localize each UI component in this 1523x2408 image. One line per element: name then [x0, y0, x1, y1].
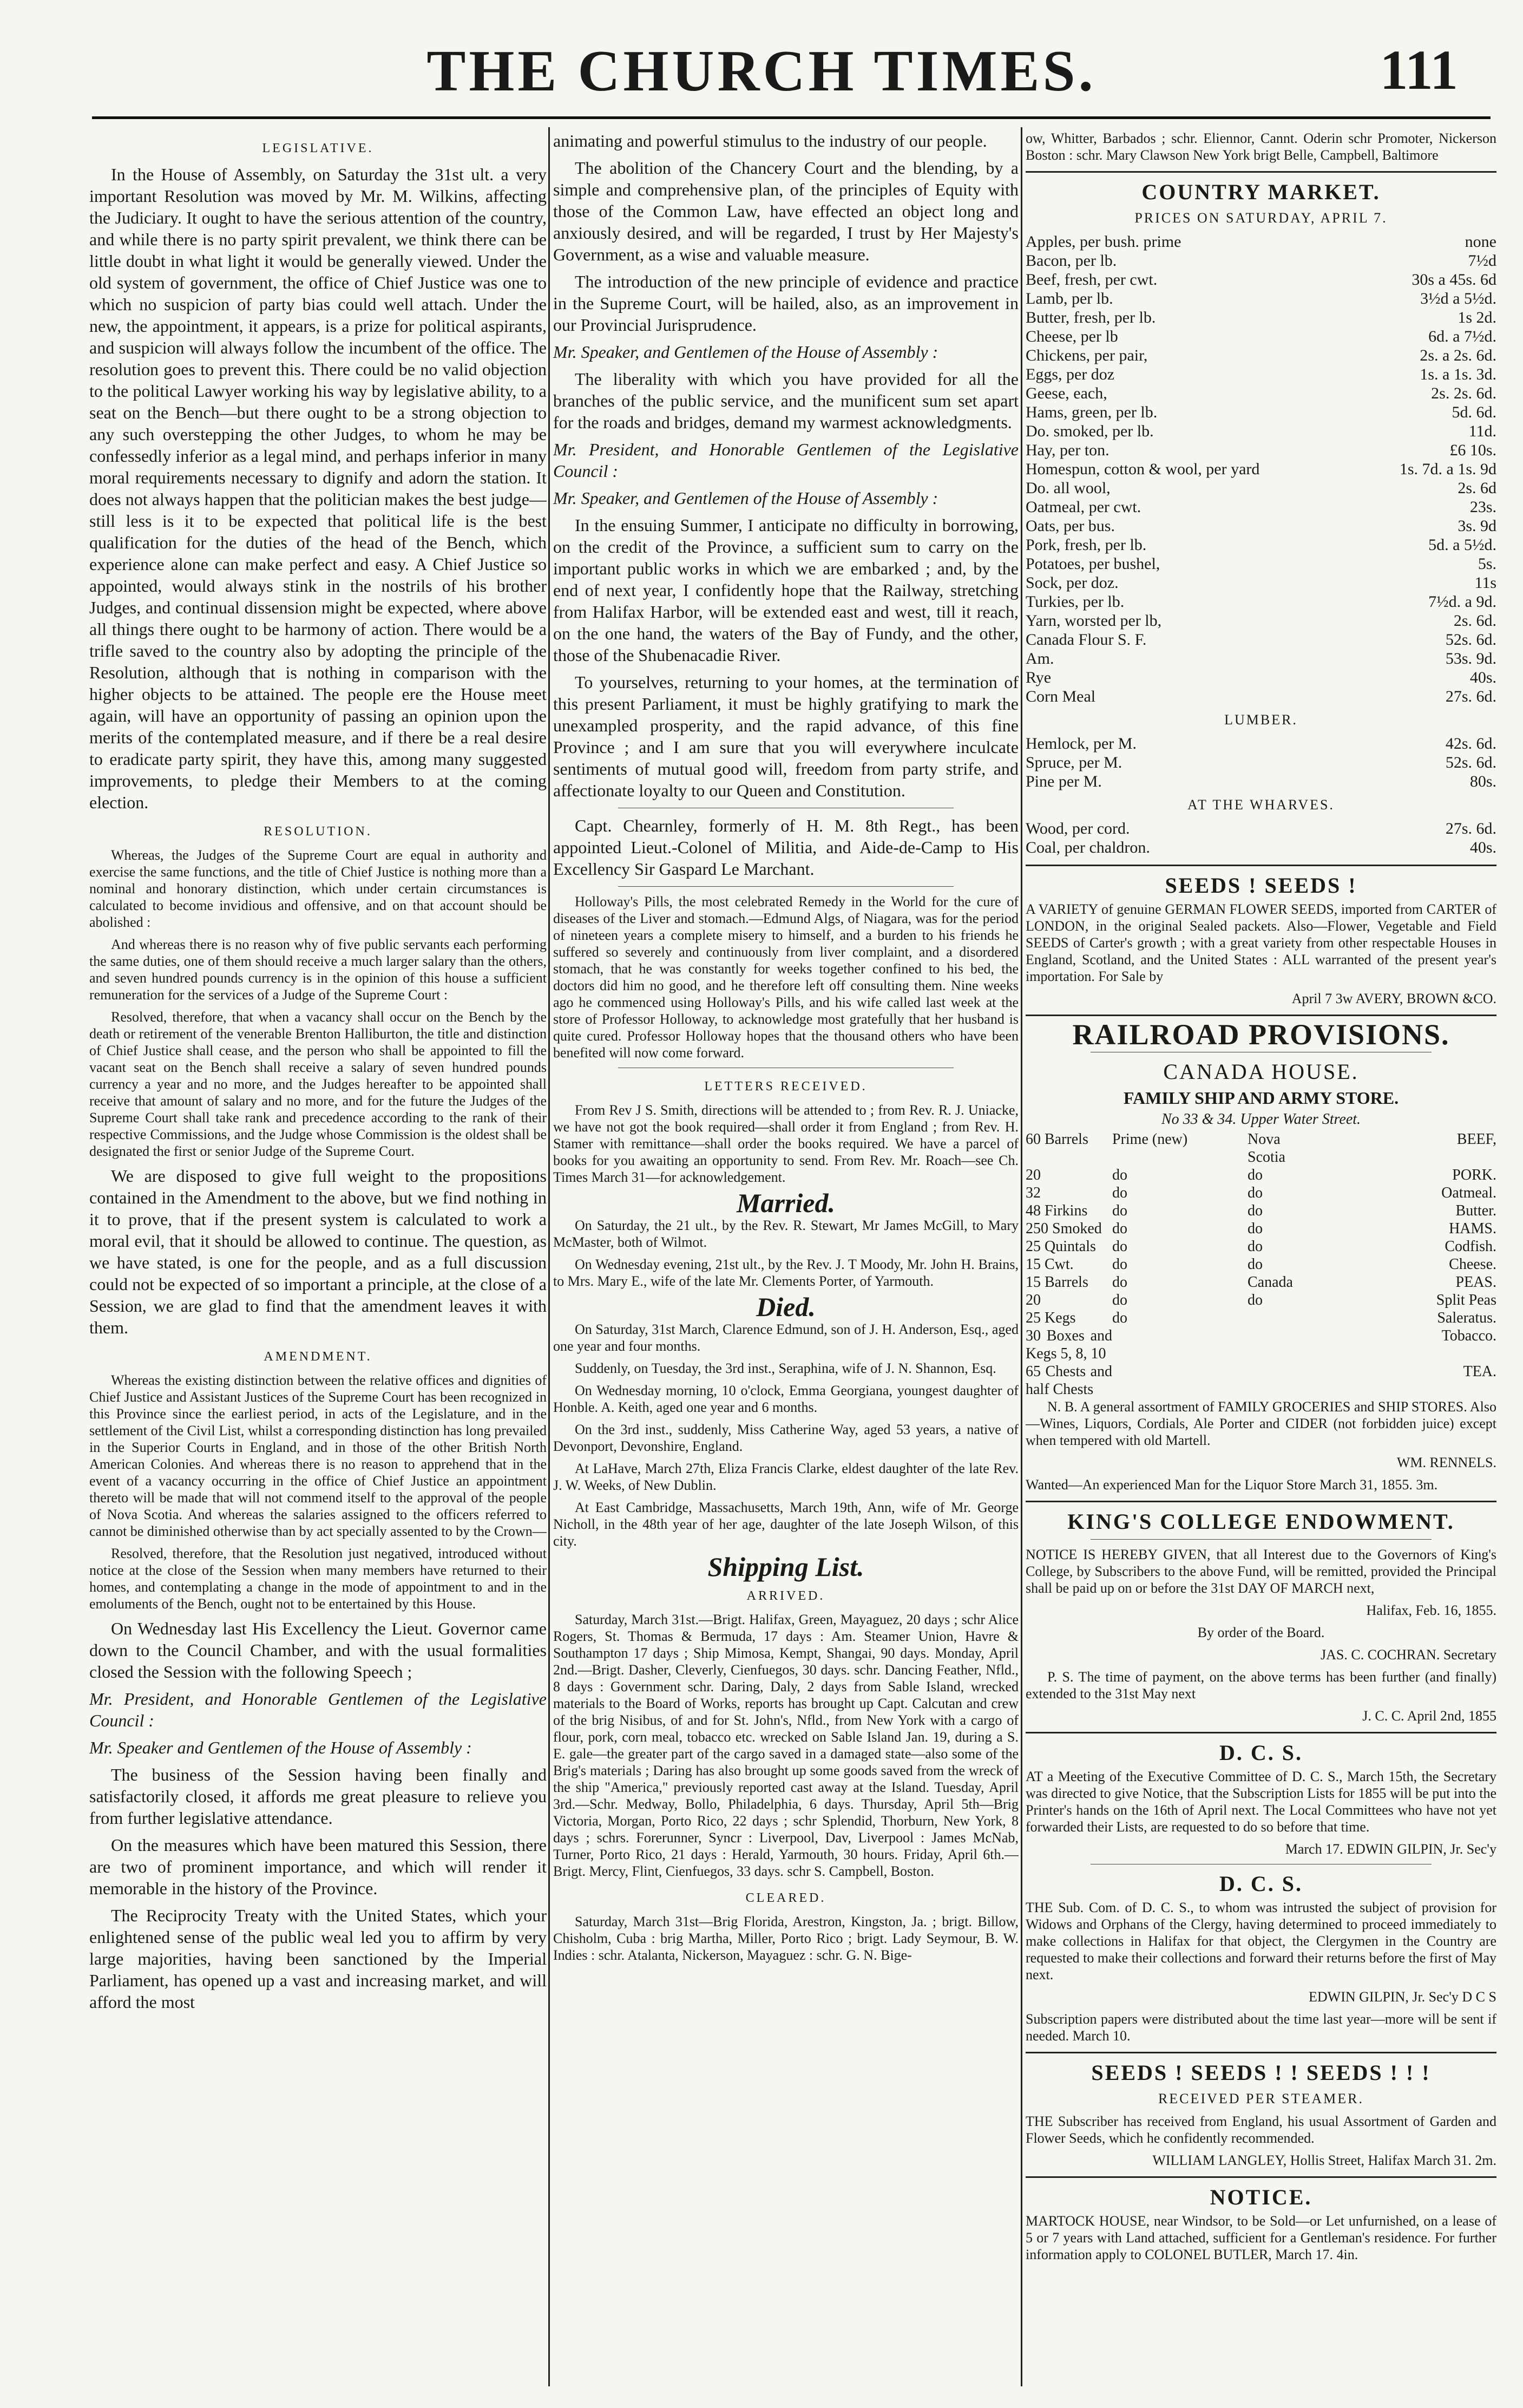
- price-item: Chickens, per pair,: [1026, 346, 1148, 364]
- died-entry: On Saturday, 31st March, Clarence Edmund, son of J. H. Anderson, Esq., aged one year and four months.: [553, 1321, 1019, 1354]
- shipping-continued: ow, Whitter, Barbados ; schr. Eliennor, Cannt. Oderin schr Promoter, Nickerson Boston : schr. Mary Clawson New York brigt Belle, Campbell, Baltimore: [1026, 130, 1496, 163]
- price-row: [1026, 346, 1496, 365]
- speech-paragraph: The introduction of the new principle of evidence and practice in the Supreme Court, will be hailed, also, as an improvement in our Provincial Jurisprudence.: [553, 272, 1019, 335]
- resolution-text: And whereas there is no reason why of five public servants each performing the same duties, one of them should receive a much larger salary than the others, and seven hundred pounds currency is in the opinion of this house a sufficient remuneration for the services of a Judge of the Supreme Court :: [89, 937, 547, 1003]
- price-row: [1026, 460, 1496, 479]
- price-value: 52s. 6d.: [1445, 631, 1496, 649]
- price-value: 1s 2d.: [1458, 309, 1496, 326]
- separator: [618, 886, 954, 887]
- kings-college-date: Halifax, Feb. 16, 1855.: [1366, 1602, 1496, 1618]
- price-row: [1026, 535, 1496, 554]
- provision-it: HAMS.: [1449, 1220, 1496, 1237]
- price-value: £6 10s.: [1449, 441, 1496, 459]
- price-row: [1026, 479, 1496, 498]
- provision-q: 30 Boxes and Kegs 5, 8, 10: [1026, 1327, 1112, 1362]
- wanted-notice: Wanted—An experienced Man for the Liquor Store March 31, 1855. 3m.: [1026, 1477, 1438, 1493]
- married-entry: On Wednesday evening, 21st ult., by the Rev. J. T Moody, Mr. John H. Brains, to Mrs. Mary E., wife of the late Mr. Clements Porter, of Yarmouth.: [553, 1257, 1019, 1289]
- price-item: Apples, per bush. prime: [1026, 233, 1181, 251]
- store-address: No 33 & 34. Upper Water Street.: [1161, 1111, 1361, 1128]
- speech-paragraph: The Reciprocity Treaty with the United States, which your enlightened sense of the public weal led you to affirm by very large majorities, having been sanctioned by the Imperial Parliament, has opened up a vast and increasing market, and will afford the most: [89, 1906, 547, 2012]
- provisions-note: N. B. A general assortment of FAMILY GROCERIES and SHIP STORES. Also—Wines, Liquors, Cordials, Ale Porter and CIDER (not forbidden juice) except when tempered with old Martell.: [1026, 1399, 1496, 1448]
- seeds-heading: SEEDS ! SEEDS !: [1165, 873, 1357, 898]
- legislative-heading: LEGISLATIVE.: [262, 141, 374, 155]
- died-heading: Died.: [756, 1292, 816, 1322]
- price-row: [1026, 365, 1496, 384]
- died-entry: Suddenly, on Tuesday, the 3rd inst., Seraphina, wife of J. N. Shannon, Esq.: [575, 1360, 996, 1376]
- price-item: Homespun, cotton & wool, per yard: [1026, 460, 1260, 478]
- column-divider: [1021, 127, 1022, 2386]
- newspaper-title: THE CHURCH TIMES.: [426, 39, 1097, 103]
- speech-address: Mr. President, and Honorable Gentlemen of the Legislative Council :: [89, 1689, 547, 1730]
- price-value: 27s. 6d.: [1445, 820, 1496, 837]
- provision-it: PORK.: [1452, 1167, 1496, 1183]
- arrived-heading: ARRIVED.: [746, 1589, 825, 1603]
- separator: [1026, 1015, 1496, 1016]
- lumber-price-list: [1026, 734, 1496, 791]
- provision-it: PEAS.: [1455, 1274, 1496, 1291]
- railroad-heading: RAILROAD PROVISIONS.: [1072, 1018, 1450, 1051]
- price-row: [1026, 403, 1496, 422]
- price-value: 40s.: [1469, 839, 1496, 856]
- price-row: [1026, 668, 1496, 687]
- provision-d2: [1248, 1309, 1312, 1327]
- married-heading: Married.: [737, 1188, 835, 1218]
- provision-row: [1026, 1363, 1496, 1398]
- price-value: 40s.: [1469, 669, 1496, 686]
- price-item: Sock, per doz.: [1026, 574, 1119, 592]
- price-row: [1026, 384, 1496, 403]
- price-item: Am.: [1026, 650, 1054, 668]
- provision-d1: do: [1112, 1238, 1127, 1255]
- price-value: 27s. 6d.: [1445, 688, 1496, 705]
- price-item: Oatmeal, per cwt.: [1026, 498, 1141, 516]
- price-row: [1026, 687, 1496, 706]
- price-row: [1026, 819, 1496, 838]
- price-value: 11s: [1474, 574, 1496, 592]
- amendment-text: Resolved, therefore, that the Resolution just negatived, introduced without notice at the close of the Session when many members have returned to their homes, and contemplating a change in the mode of appointment to and in the emoluments of the Bench, ought not to be entertained by this House.: [89, 1546, 547, 1612]
- price-row: [1026, 516, 1496, 535]
- masthead-rule: [92, 116, 1491, 119]
- provision-it: Oatmeal.: [1441, 1185, 1496, 1201]
- price-row: [1026, 611, 1496, 630]
- provision-it: Cheese.: [1449, 1256, 1496, 1273]
- kings-college-order: By order of the Board.: [1197, 1625, 1325, 1640]
- price-item: Pork, fresh, per lb.: [1026, 536, 1147, 554]
- provision-d1: do: [1112, 1167, 1127, 1183]
- dcs-notice: AT a Meeting of the Executive Committee of D. C. S., March 15th, the Secretary was directed to give Notice, that the Subscription Lists for 1855 will be put into the Printer's hands on the 16th of April next. The Local Committees who have not yet forwarded their Lists, are requested to do so before that time.: [1026, 1769, 1496, 1835]
- provision-it: BEEF,: [1456, 1131, 1496, 1148]
- price-row: [1026, 573, 1496, 592]
- article-paragraph: In the House of Assembly, on Saturday the 31st ult. a very important Resolution was moved by Mr. M. Wilkins, affecting the Judiciary. It ought to have the serious attention of the country, and while there is no party spirit prevalent, we think there can be little doubt in what light it would be generally viewed. Under the old system of government, the office of Chief Justice was one to which no suspicion of party bias could well attach. Under the new, the appointment, it appears, is a prize for political aspirants, and suspicion will always follow the incumbent of the office. The resolution goes to prevent this. There could be no valid objection to the political Lawyer working his way by legislative ability, to a seat on the Bench—but there ought to be a strong objection to any such overstepping the other Judges, to whom he may be confessedly inferior as a legal mind, and perhaps inferior in many moral requirements necessary to dignify and adorn the station. It does not always happen that the politician makes the best judge—still less is it to be expected that political life is the best qualification for the duties of the head of the Bench, which experience alone can make perfect and easy. A Chief Justice so appointed, would always stink in the nostrils of his brother Judges, and continual dissension might be expected, where above all things there ought to be harmony of action. There would be a trifle saved to the country also by adopting the principle of the Resolution, although that is nothing in comparison with the higher objects to be attained. The people ere the House meet again, will have an opportunity of passing an opinion upon the merits of the contemplated measure, and if there be a real desire to eradicate party spirit, they have this, among many suggested improvements, to pledge their Members to at the coming election.: [89, 165, 547, 812]
- column-3: [1026, 130, 1496, 2386]
- price-value: 2s. a 2s. 6d.: [1420, 346, 1496, 364]
- canada-house: CANADA HOUSE.: [1163, 1059, 1359, 1084]
- speech-paragraph: animating and powerful stimulus to the industry of our people.: [553, 131, 987, 150]
- seeds-advert: A VARIETY of genuine GERMAN FLOWER SEEDS, imported from CARTER of LONDON, in the original Sealed packets. Also—Flower, Vegetable and Field SEEDS of Carter's growth ; with a great variety from other respectable Houses in England, Scotland, and the United States : ALL warranted of the present year's importation. For Sale by: [1026, 901, 1496, 984]
- provision-row: [1026, 1202, 1496, 1220]
- wharves-price-list: [1026, 819, 1496, 857]
- provision-d1: do: [1112, 1274, 1127, 1291]
- price-value: 2s. 2s. 6d.: [1431, 384, 1496, 402]
- speech-paragraph: In the ensuing Summer, I anticipate no difficulty in borrowing, on the credit of the Province, a sufficient sum to carry on the important public works in which we are embarked ; and, by the end of next year, I confidently hope that the Railway, stretching from Halifax Harbor, will be extended east and west, till it reach, on the one hand, the waters of the Bay of Fundy, and the other, those of the Shubenacadie River.: [553, 515, 1019, 665]
- letters-heading: LETTERS RECEIVED.: [704, 1079, 868, 1094]
- provision-it: Saleratus.: [1437, 1310, 1496, 1326]
- arrived-text: Saturday, March 31st.—Brigt. Halifax, Green, Mayaguez, 20 days ; schr Alice Rogers, St. Thomas & Bermuda, 17 days : Am. Steamer Union, Havre & Southampton 17 days ; Ship Mimosa, Kempt, Shangai, 90 days. Monday, April 2nd.—Brigt. Dasher, Cleverly, Cienfuegos, 30 days. schr. Dancing Feather, Nfld., 8 days : Government schr. Daring, Daly, 2 days from Sable Island, wrecked materials to the Board of Works, reports has brought up Capt. Calcutan and crew of the brig Nisibus, of and for St. John's, Nfld., from New York with a cargo of flour, pork, corn meal, tobacco etc. wrecked on Sable Island Jan. 19, during a S. E. gale—the greater part of the cargo saved in a damaged state—also some of the Brig's materials ; Daring has also brought up some goods saved from the wreck of the ship "America," previously reported cast away at the Island. Tuesday, April 3rd.—Schr. Medway, Bollo, Philadelphia, 6 days. Thursday, April 5th—Brig Victoria, Morgan, Porto Rico, 22 days ; schr Splendid, Thorburn, New York, 8 days ; schrs. Forerunner, Syncr : Liverpool, Dav, Liverpool : James McNab, Turner, Porto Rico, 21 days : Herald, Yarmouth, 30 hours. Friday, April 6th.—Brigt. Mercy, Flint, Cienfuegos, 33 days. schr S. Campbell, Boston.: [553, 1612, 1019, 1879]
- provision-d2: do: [1248, 1202, 1263, 1219]
- provision-q: 15 Cwt.: [1026, 1256, 1074, 1273]
- provision-d1: do: [1112, 1202, 1127, 1219]
- dcs-notice-2: THE Sub. Com. of D. C. S., to whom was intrusted the subject of provision for Widows and Orphans of the Clergy, having determined to proceed immediately to make collections in Halifax for that object, the Clergymen in the Country are requested to make their collections and forward their returns before the first of May next.: [1026, 1900, 1496, 1982]
- price-item: Hams, green, per lb.: [1026, 403, 1158, 421]
- price-item: Butter, fresh, per lb.: [1026, 309, 1156, 326]
- price-row: [1026, 772, 1496, 791]
- provision-d2: do: [1248, 1167, 1263, 1183]
- provision-d2: do: [1248, 1185, 1263, 1201]
- price-row: [1026, 327, 1496, 346]
- provision-d2: do: [1248, 1292, 1263, 1308]
- market-heading: COUNTRY MARKET.: [1141, 180, 1381, 204]
- provision-row: [1026, 1166, 1496, 1184]
- provision-d2: do: [1248, 1256, 1263, 1273]
- price-value: 5d. 6d.: [1452, 403, 1496, 421]
- speech-address: Mr. President, and Honorable Gentlemen of the Legislative Council :: [553, 440, 1019, 481]
- column-divider: [548, 127, 550, 2386]
- provision-q: 20: [1026, 1292, 1041, 1308]
- died-entry: On the 3rd inst., suddenly, Miss Catherine Way, aged 53 years, a native of Devonport, Devonshire, England.: [553, 1422, 1019, 1454]
- price-item: Do. all wool,: [1026, 479, 1111, 497]
- provision-d2: do: [1248, 1238, 1263, 1255]
- provision-row: [1026, 1130, 1496, 1166]
- cleared-heading: CLEARED.: [745, 1891, 826, 1905]
- provision-d1: do: [1112, 1256, 1127, 1273]
- price-item: Bacon, per lb.: [1026, 252, 1117, 270]
- shipping-heading: Shipping List.: [707, 1552, 864, 1582]
- price-row: [1026, 554, 1496, 573]
- price-row: [1026, 308, 1496, 327]
- resolution-text: Whereas, the Judges of the Supreme Court are equal in authority and exercise the same functions, and the title of Chief Justice is nothing more than a nominal and honorary distinction, which under certain circumstances is calculated to become invidious and offensive, and on that account should be abolished :: [89, 847, 547, 930]
- kings-college-ps: P. S. The time of payment, on the above terms has been further (and finally) extended to the 31st May next: [1026, 1669, 1496, 1702]
- seeds-signature: April 7 3w AVERY, BROWN &CO.: [1291, 991, 1496, 1006]
- separator: [1026, 865, 1496, 866]
- price-item: Oats, per bus.: [1026, 517, 1115, 535]
- provision-row: [1026, 1220, 1496, 1238]
- provision-d2: do: [1248, 1220, 1263, 1237]
- speech-address: Mr. Speaker, and Gentlemen of the House of Assembly :: [553, 488, 938, 508]
- provision-q: 48 Firkins: [1026, 1202, 1088, 1219]
- price-row: [1026, 422, 1496, 441]
- price-item: Beef, fresh, per cwt.: [1026, 271, 1158, 289]
- dcs-signature: March 17. EDWIN GILPIN, Jr. Sec'y: [1285, 1841, 1496, 1857]
- provision-q: 32: [1026, 1185, 1041, 1201]
- price-item: Coal, per chaldron.: [1026, 839, 1150, 856]
- kings-college-heading: KING'S COLLEGE ENDOWMENT.: [1067, 1509, 1455, 1534]
- seeds2-signature: WILLIAM LANGLEY, Hollis Street, Halifax March 31. 2m.: [1152, 2152, 1496, 2168]
- price-item: Spruce, per M.: [1026, 754, 1122, 771]
- price-value: 1s. a 1s. 3d.: [1420, 365, 1496, 383]
- separator: [1026, 1732, 1496, 1733]
- amendment-text: Whereas the existing distinction between the relative offices and dignities of Chief Justice and Assistant Justices of the Supreme Court has been recognized in this Province since the earliest period, in acts of the Legislature, and in the settlement of the Civil List, whilst a corresponding distinction has long prevailed in the Superior Courts in England, and in those of the other British North American Colonies. And whereas there is no reason to apprehend that in the event of a vacancy occurring in the office of Chief Justice an appointment thereto will be made that will not commend itself to the approval of the people of Nova Scotia. And whereas the salaries assigned to the officers referred to cannot be diminished otherwise than by act specially assented to by the Crown—: [89, 1372, 547, 1539]
- separator: [1026, 171, 1496, 173]
- provision-it: TEA.: [1463, 1363, 1496, 1380]
- market-subheading: PRICES ON SATURDAY, APRIL 7.: [1134, 210, 1388, 226]
- died-entry: At LaHave, March 27th, Eliza Francis Clarke, eldest daughter of the late Rev. J. W. Weeks, of New Dublin.: [553, 1461, 1019, 1493]
- price-row: [1026, 734, 1496, 753]
- separator: [1026, 2052, 1496, 2053]
- price-item: Hay, per ton.: [1026, 441, 1110, 459]
- price-row: [1026, 753, 1496, 772]
- price-item: Eggs, per doz: [1026, 365, 1115, 383]
- page-number: 111: [1380, 39, 1458, 101]
- price-value: 7½d. a 9d.: [1428, 593, 1496, 611]
- price-row: [1026, 649, 1496, 668]
- provision-d1: do: [1112, 1292, 1127, 1308]
- died-entry: At East Cambridge, Massachusetts, March 19th, Ann, wife of Mr. George Nicholl, in the 48th year of her age, daughter of the late Joseph Wilson, of this city.: [553, 1500, 1019, 1549]
- provision-row: [1026, 1184, 1496, 1202]
- provision-row: [1026, 1273, 1496, 1291]
- provision-q: 15 Barrels: [1026, 1274, 1088, 1291]
- provision-row: [1026, 1255, 1496, 1273]
- price-item: Wood, per cord.: [1026, 820, 1130, 837]
- resolution-heading: RESOLUTION.: [264, 825, 372, 839]
- provision-q: 20: [1026, 1167, 1041, 1183]
- speech-paragraph: On the measures which have been matured this Session, there are two of prominent importance, and which will render it memorable in the history of the Province.: [89, 1835, 547, 1898]
- price-row: [1026, 498, 1496, 516]
- speech-paragraph: The business of the Session having been finally and satisfactorily closed, it affords me great pleasure to relieve you from further legislative attendance.: [89, 1765, 547, 1828]
- masthead: [0, 0, 1523, 127]
- provision-d2: Nova Scotia: [1248, 1131, 1285, 1166]
- provision-row: [1026, 1327, 1496, 1363]
- provision-d1: [1112, 1363, 1248, 1398]
- provision-d1: do: [1112, 1220, 1127, 1237]
- martock-house-notice: MARTOCK HOUSE, near Windsor, to be Sold—or Let unfurnished, on a lease of 5 or 7 years with Land attached, sufficient for a Gentleman's residence. For further information apply to COLONEL BUTLER, March 17. 4in.: [1026, 2213, 1496, 2262]
- provision-it: Tobacco.: [1441, 1327, 1496, 1344]
- provision-d1: do: [1112, 1310, 1127, 1326]
- column-2: [553, 130, 1019, 2386]
- price-value: 23s.: [1469, 498, 1496, 516]
- seeds2-subheading: RECEIVED PER STEAMER.: [1158, 2091, 1364, 2106]
- price-item: Potatoes, per bushel,: [1026, 555, 1160, 573]
- died-entry: On Wednesday morning, 10 o'clock, Emma Georgiana, youngest daughter of Honble. A. Keith, aged one year and 6 months.: [553, 1383, 1019, 1415]
- price-row: [1026, 232, 1496, 251]
- price-item: Canada Flour S. F.: [1026, 631, 1147, 649]
- dcs-heading: D. C. S.: [1219, 1740, 1303, 1765]
- provision-q: 250 Smoked: [1026, 1220, 1102, 1237]
- price-item: Geese, each,: [1026, 384, 1107, 402]
- provision-q: 25 Quintals: [1026, 1238, 1096, 1255]
- price-value: 2s. 6d: [1458, 479, 1496, 497]
- provision-q: 65 Chests and half Chests: [1026, 1363, 1112, 1398]
- provision-d2: [1248, 1363, 1312, 1398]
- price-row: [1026, 251, 1496, 270]
- family-store: FAMILY SHIP AND ARMY STORE.: [1123, 1088, 1399, 1108]
- provision-d1: [1112, 1327, 1248, 1363]
- provision-row: [1026, 1309, 1496, 1327]
- price-row: [1026, 441, 1496, 460]
- price-value: 5d. a 5½d.: [1428, 536, 1496, 554]
- kings-college-notice: NOTICE IS HEREBY GIVEN, that all Interest due to the Governors of King's College, by Subscribers to the above Fund, will be remitted, provided the Principal shall be paid up on or before the 31st DAY OF MARCH next,: [1026, 1547, 1496, 1596]
- seeds2-heading: SEEDS ! SEEDS ! ! SEEDS ! ! !: [1091, 2060, 1431, 2085]
- provision-q: 60 Barrels: [1026, 1131, 1088, 1148]
- price-value: 2s. 6d.: [1453, 612, 1496, 630]
- provision-q: 25 Kegs: [1026, 1310, 1076, 1326]
- price-row: [1026, 630, 1496, 649]
- price-value: none: [1465, 233, 1496, 251]
- price-row: [1026, 289, 1496, 308]
- speech-address: Mr. Speaker, and Gentlemen of the House of Assembly :: [553, 342, 938, 362]
- price-value: 5s.: [1478, 555, 1496, 573]
- rennels-signature: WM. RENNELS.: [1396, 1455, 1496, 1470]
- provision-it: Codfish.: [1445, 1238, 1496, 1255]
- price-item: Pine per M.: [1026, 773, 1102, 790]
- price-value: 3s. 9d: [1458, 517, 1496, 535]
- price-value: 11d.: [1468, 422, 1496, 440]
- speech-paragraph: The abolition of the Chancery Court and the blending, by a simple and comprehensive plan, of the principles of Equity with those of the Common Law, have effected an object long and anxiously desired, and will be regarded, I trust by Her Majesty's Government, as a wise and valuable measure.: [553, 158, 1019, 264]
- notice-paragraph: Capt. Chearnley, formerly of H. M. 8th Regt., has been appointed Lieut.-Colonel of Militia, and Aide-de-Camp to His Excellency Sir Gaspard Le Marchant.: [553, 816, 1019, 879]
- lumber-heading: LUMBER.: [1224, 712, 1298, 728]
- separator: [1026, 1501, 1496, 1502]
- letters-text: From Rev J S. Smith, directions will be attended to ; from Rev. R. J. Uniacke, we have not got the book required—shall order it from England ; from Rev. H. Stamer with remittance—shall order the books required. We have a parcel of books for you awaiting an opportunity to send. From Rev. Mr. Roach—see Ch. Times March 31—for acknowledgement.: [553, 1102, 1019, 1185]
- speech-paragraph: To yourselves, returning to your homes, at the termination of this present Parliament, it must be highly gratifying to mark the unexampled prosperity, and the rapid advance, of this fine Province ; and I am sure that you will everywhere inculcate sentiments of mutual good will, freedom from party strife, and affectionate loyalty to our Queen and Constitution.: [553, 672, 1019, 800]
- price-value: 42s. 6d.: [1445, 735, 1496, 752]
- provision-d2: [1248, 1327, 1312, 1363]
- price-row: [1026, 838, 1496, 857]
- separator: [1091, 1539, 1432, 1540]
- provision-d2: Canada: [1248, 1274, 1293, 1291]
- holloway-notice: Holloway's Pills, the most celebrated Remedy in the World for the cure of diseases of the Liver and stomach.—Edmund Algs, of Niagara, was for the period of nineteen years a complete misery to himself, and a burden to his friends he suffered so severely and continuously from liver complaint, and a disordered stomach, that he was constantly for weeks together confined to his bed, the doctors did him no good, and he therefore left off consulting them. Nine weeks ago he commenced using Holloway's Pills, and his wife called last week at the store of Professor Holloway, to acknowledge most gratefully that her husband is quite cured. Professor Holloway hopes that the thousand others who have been benefited will now come forward.: [553, 894, 1019, 1061]
- article-paragraph: We are disposed to give full weight to the propositions contained in the Amendment to the above, but we find nothing in it to prove, that if the present system is calculated to work a moral evil, that it should be allowed to continue. The question, as we have stated, is one for the people, and as a full discussion could not be expected of so important a principle, at the close of a Session, we are glad to find that the amendment leaves it with them.: [89, 1166, 547, 1337]
- price-value: 3½d a 5½d.: [1420, 290, 1496, 307]
- provision-d1: Prime (new): [1112, 1131, 1188, 1148]
- provision-it: Butter.: [1455, 1202, 1496, 1219]
- cleared-text: Saturday, March 31st—Brig Florida, Arestron, Kingston, Ja. ; brigt. Billow, Chisholm, Cuba : brig Martha, Miller, Porto Rico ; brigt. Lady Seymour, B. W. Indies : schr. Atalanta, Nickerson, Mayaguez : schr. G. N. Bige-: [553, 1914, 1019, 1963]
- provision-it: Split Peas: [1436, 1292, 1496, 1308]
- provisions-list: [1026, 1130, 1496, 1398]
- market-price-list: [1026, 232, 1496, 706]
- kings-college-signature: JAS. C. COCHRAN. Secretary: [1321, 1647, 1496, 1663]
- price-item: Turkies, per lb.: [1026, 593, 1125, 611]
- amendment-heading: AMENDMENT.: [264, 1350, 372, 1364]
- provision-d1: do: [1112, 1185, 1127, 1201]
- price-item: Yarn, worsted per lb,: [1026, 612, 1162, 630]
- price-value: 80s.: [1469, 773, 1496, 790]
- price-row: [1026, 270, 1496, 289]
- price-value: 6d. a 7½d.: [1428, 328, 1496, 345]
- price-item: Hemlock, per M.: [1026, 735, 1137, 752]
- price-value: 52s. 6d.: [1445, 754, 1496, 771]
- price-item: Lamb, per lb.: [1026, 290, 1113, 307]
- column-1: [89, 130, 547, 2386]
- speech-address: Mr. Speaker and Gentlemen of the House of Assembly :: [89, 1738, 472, 1757]
- price-row: [1026, 592, 1496, 611]
- price-value: 1s. 7d. a 1s. 9d: [1399, 460, 1496, 478]
- price-item: Corn Meal: [1026, 688, 1096, 705]
- kings-college-ps-signature: J. C. C. April 2nd, 1855: [1362, 1708, 1496, 1724]
- price-value: 30s a 45s. 6d: [1412, 271, 1496, 289]
- provision-row: [1026, 1291, 1496, 1309]
- price-item: Do. smoked, per lb.: [1026, 422, 1154, 440]
- notice-heading: NOTICE.: [1210, 2185, 1312, 2209]
- dcs-signature-2: EDWIN GILPIN, Jr. Sec'y D C S: [1309, 1989, 1496, 2005]
- separator: [1026, 2176, 1496, 2178]
- dcs-heading-2: D. C. S.: [1219, 1872, 1303, 1896]
- provision-row: [1026, 1238, 1496, 1255]
- wharves-heading: AT THE WHARVES.: [1187, 797, 1335, 813]
- resolution-text: Resolved, therefore, that when a vacancy shall occur on the Bench by the death or retirement of the venerable Brenton Halliburton, the title and distinction of Chief Justice shall cease, and the person who shall be appointed to fill the vacant seat on the Bench shall receive a salary of seven hundred pounds currency a year and no more, and the Judges hereafter to be appointed shall receive that amount of salary and no more, and for the future the Judges of the Supreme Court shall take rank and precedence according to the rank of their respective Commissions, and the Judge whose Commission is the oldest shall be designated the first or senior Judge of the Supreme Court.: [89, 1009, 547, 1159]
- seeds2-advert: THE Subscriber has received from England, his usual Assortment of Garden and Flower Seeds, which he confidently recommended.: [1026, 2113, 1496, 2146]
- article-paragraph: On Wednesday last His Excellency the Lieut. Governor came down to the Council Chamber, and with the usual formalities closed the Session with the following Speech ;: [89, 1619, 547, 1681]
- price-value: 7½d: [1468, 252, 1496, 270]
- price-item: Cheese, per lb: [1026, 328, 1118, 345]
- price-value: 53s. 9d.: [1445, 650, 1496, 668]
- married-entry: On Saturday, the 21 ult., by the Rev. R. Stewart, Mr James McGill, to Mary McMaster, both of Wilmot.: [553, 1218, 1019, 1250]
- price-item: Rye: [1026, 669, 1052, 686]
- dcs-subscription-note: Subscription papers were distributed about the time last year—more will be sent if needed. March 10.: [1026, 2011, 1496, 2044]
- speech-paragraph: The liberality with which you have provided for all the branches of the public service, and the munificent sum set apart for the roads and bridges, demand my warmest acknowledgments.: [553, 369, 1019, 432]
